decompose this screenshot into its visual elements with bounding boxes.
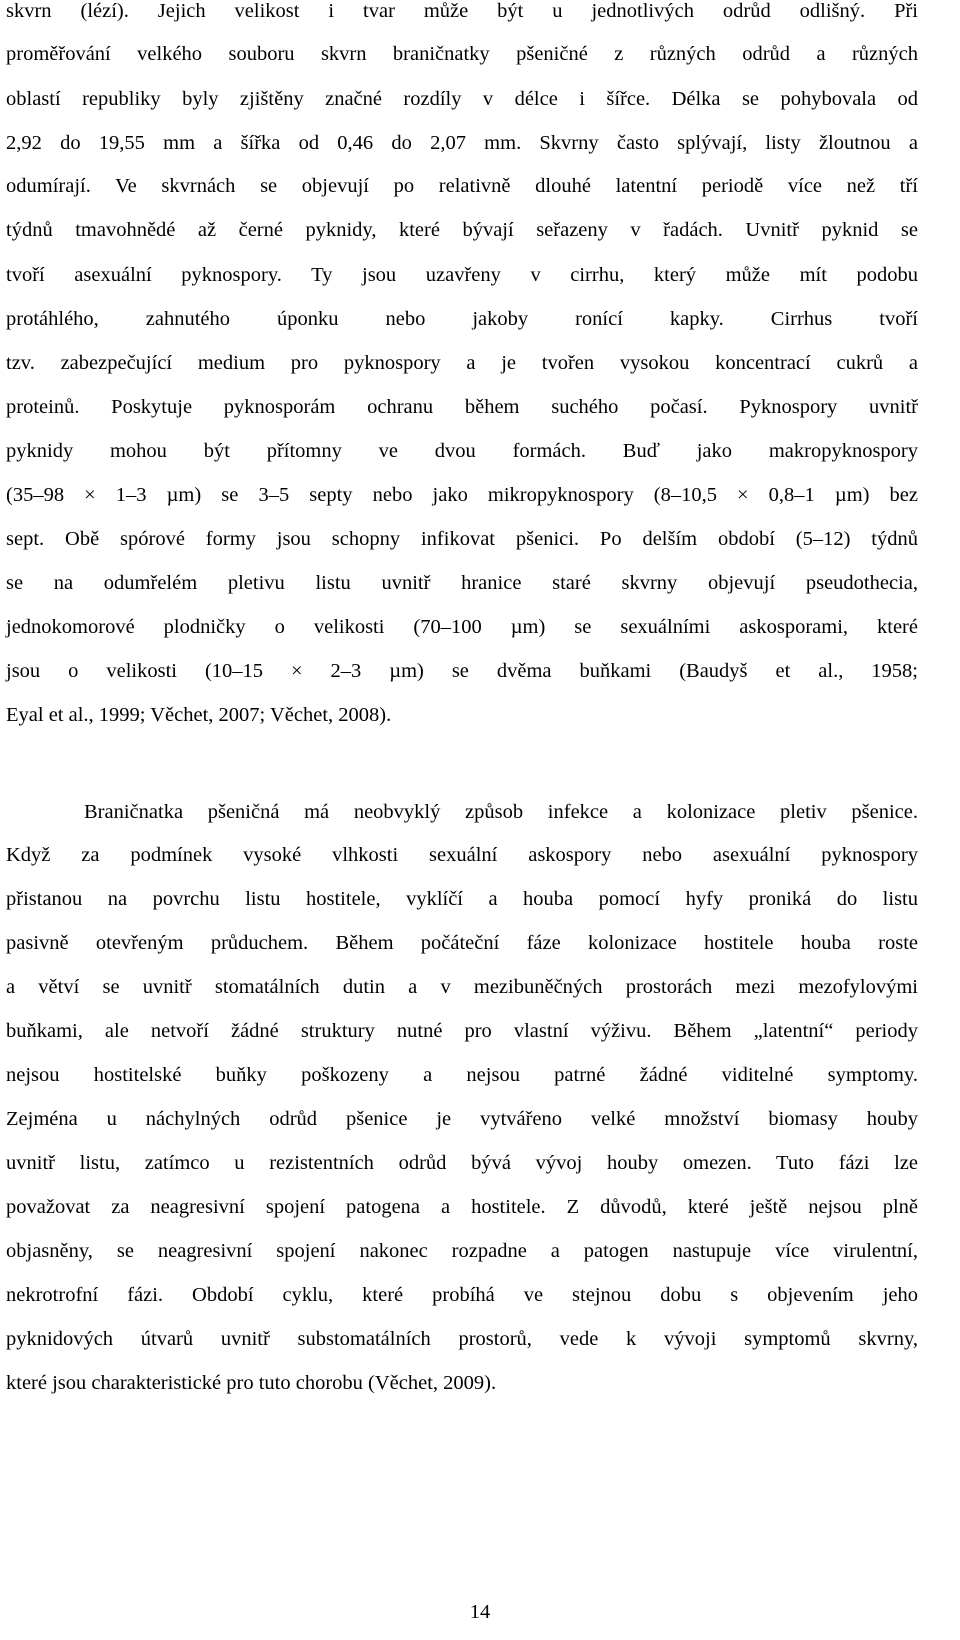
text-line: 2,92 do 19,55 mm a šířka od 0,46 do 2,07 mm. Skvrny často splývají, listy žloutnou a bbox=[6, 132, 918, 154]
text-line: a větví se uvnitř stomatálních dutin a v mezibuněčných prostorách mezi mezofylovými bbox=[6, 976, 918, 998]
text-line: Když za podmínek vysoké vlhkosti sexuální askospory nebo asexuální pyknospory bbox=[6, 844, 918, 866]
text-line: přistanou na povrchu listu hostitele, vyklíčí a houba pomocí hyfy proniká do listu bbox=[6, 888, 918, 910]
text-line: proměřování velkého souboru skvrn braničnatky pšeničné z různých odrůd a různých bbox=[6, 43, 918, 65]
text-line: buňkami, ale netvoří žádné struktury nutné pro vlastní výživu. Během „latentní“ periody bbox=[6, 1020, 918, 1042]
text-line: Braničnatka pšeničná má neobvyklý způsob infekce a kolonizace pletiv pšenice. bbox=[84, 801, 918, 823]
text-line: uvnitř listu, zatímco u rezistentních odrůd bývá vývoj houby omezen. Tuto fázi lze bbox=[6, 1152, 918, 1174]
text-line: pyknidových útvarů uvnitř substomatálních prostorů, vede k vývoji symptomů skvrny, bbox=[6, 1328, 918, 1350]
text-line: tvoří asexuální pyknospory. Ty jsou uzavřeny v cirrhu, který může mít podobu bbox=[6, 264, 918, 286]
text-line: odumírají. Ve skvrnách se objevují po relativně dlouhé latentní periodě více než tří bbox=[6, 175, 918, 197]
text-line: Zejména u náchylných odrůd pšenice je vytvářeno velké množství biomasy houby bbox=[6, 1108, 918, 1130]
text-line: pasivně otevřeným průduchem. Během počáteční fáze kolonizace hostitele houba roste bbox=[6, 932, 918, 954]
text-line: nekrotrofní fázi. Období cyklu, které probíhá ve stejnou dobu s objevením jeho bbox=[6, 1284, 918, 1306]
text-line: jsou o velikosti (10–15 × 2–3 µm) se dvěma buňkami (Baudyš et al., 1958; bbox=[6, 660, 918, 682]
text-line: oblastí republiky byly zjištěny značné rozdíly v délce i šířce. Délka se pohybovala od bbox=[6, 88, 918, 110]
text-line: (35–98 × 1–3 µm) se 3–5 septy nebo jako mikropyknospory (8–10,5 × 0,8–1 µm) bez bbox=[6, 484, 918, 506]
text-line: objasněny, se neagresivní spojení nakonec rozpadne a patogen nastupuje více virulentní, bbox=[6, 1240, 918, 1262]
text-line: skvrn (lézí). Jejich velikost i tvar může být u jednotlivých odrůd odlišný. Při bbox=[6, 0, 918, 22]
text-line: jednokomorové plodničky o velikosti (70–100 µm) se sexuálními askosporami, které bbox=[6, 616, 918, 638]
text-line: protáhlého, zahnutého úponku nebo jakoby ronící kapky. Cirrhus tvoří bbox=[6, 308, 918, 330]
text-line: Eyal et al., 1999; Věchet, 2007; Věchet, 2008). bbox=[6, 704, 392, 726]
text-line: se na odumřelém pletivu listu uvnitř hranice staré skvrny objevují pseudothecia, bbox=[6, 572, 918, 594]
text-line: sept. Obě spórové formy jsou schopny infikovat pšenici. Po delším období (5–12) týdnů bbox=[6, 528, 918, 550]
text-line: proteinů. Poskytuje pyknosporám ochranu během suchého počasí. Pyknospory uvnitř bbox=[6, 396, 918, 418]
text-line: pyknidy mohou být přítomny ve dvou formách. Buď jako makropyknospory bbox=[6, 440, 918, 462]
text-line: které jsou charakteristické pro tuto chorobu (Věchet, 2009). bbox=[6, 1372, 497, 1394]
text-line: tzv. zabezpečující medium pro pyknospory a je tvořen vysokou koncentrací cukrů a bbox=[6, 352, 918, 374]
text-line: považovat za neagresivní spojení patogena a hostitele. Z důvodů, které ještě nejsou plně bbox=[6, 1196, 918, 1218]
text-line: týdnů tmavohnědé až černé pyknidy, které bývají seřazeny v řadách. Uvnitř pyknid se bbox=[6, 219, 918, 241]
page-number: 14 bbox=[469, 1601, 491, 1623]
text-line: nejsou hostitelské buňky poškozeny a nejsou patrné žádné viditelné symptomy. bbox=[6, 1064, 918, 1086]
